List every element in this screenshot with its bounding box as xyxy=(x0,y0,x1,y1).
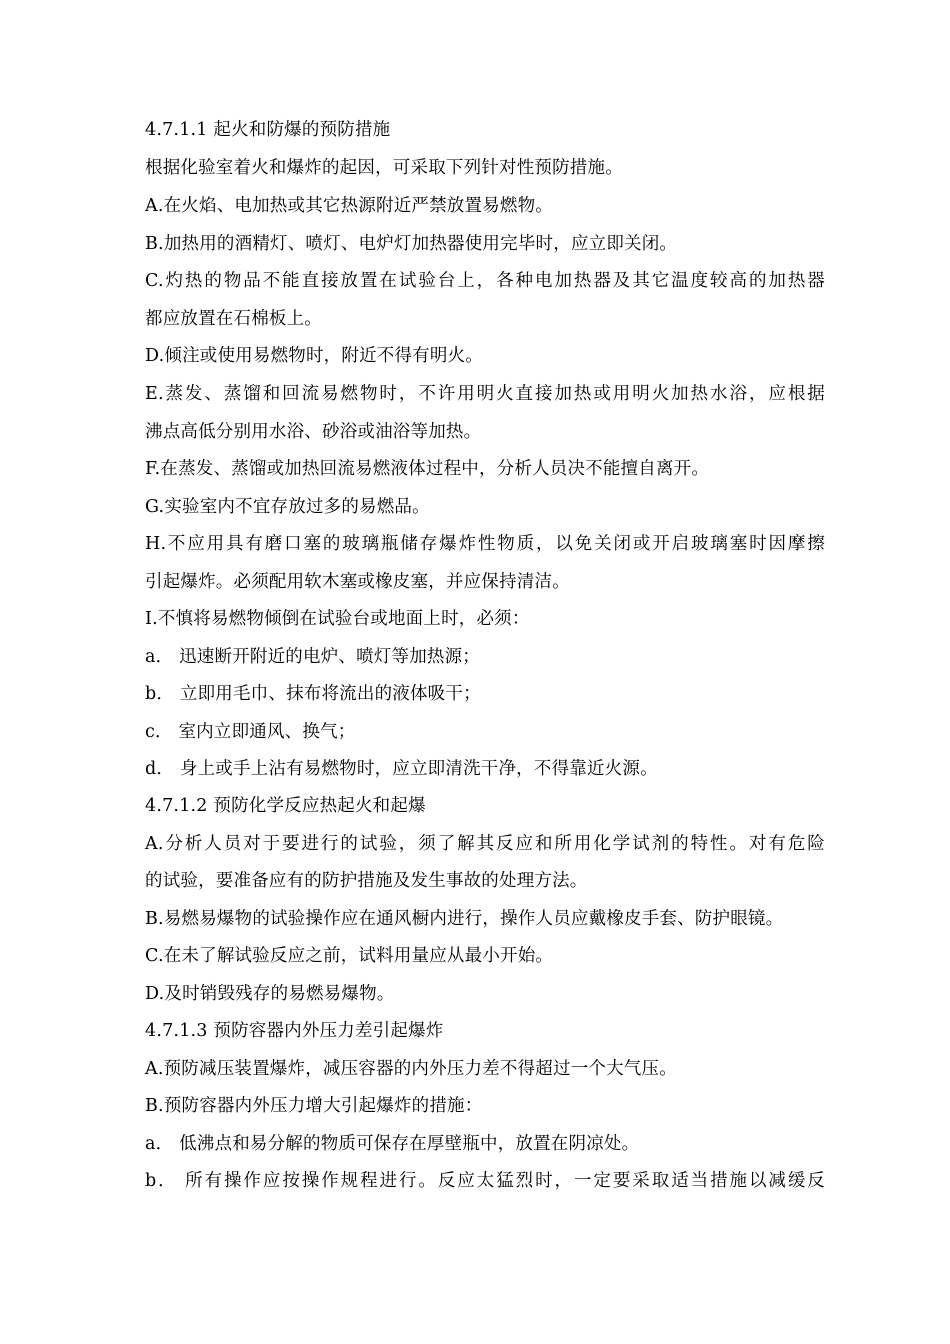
measure-g: G.实验室内不宜存放过多的易燃品。 xyxy=(145,497,430,517)
pressure-sub-item-b: b． 所有操作应按操作规程进行。反应太猛烈时，一定要采取适当措施以减缓反 xyxy=(145,1171,825,1191)
intro-paragraph: 根据化验室着火和爆炸的起因，可采取下列针对性预防措施。 xyxy=(145,158,623,178)
measure-b: B.加热用的酒精灯、喷灯、电炉灯加热器使用完毕时，应立即关闭。 xyxy=(145,234,678,254)
measure-c-line-2: 都应放置在石棉板上。 xyxy=(145,309,322,329)
measure-c-line-1: C.灼热的物品不能直接放置在试验台上，各种电加热器及其它温度较高的加热器 xyxy=(145,271,825,291)
section-heading-4-7-1-2: 4.7.1.2 预防化学反应热起火和起爆 xyxy=(145,796,426,816)
sub-item-b: b． 立即用毛巾、抹布将流出的液体吸干； xyxy=(145,684,481,704)
reaction-d: D.及时销毁残存的易燃易爆物。 xyxy=(145,984,395,1004)
section-heading-4-7-1-3: 4.7.1.3 预防容器内外压力差引起爆炸 xyxy=(145,1021,444,1041)
pressure-sub-item-a: a． 低沸点和易分解的物质可保存在厚壁瓶中，放置在阴凉处。 xyxy=(145,1134,640,1154)
pressure-b: B.预防容器内外压力增大引起爆炸的措施： xyxy=(145,1096,483,1116)
measure-a: A.在火焰、电加热或其它热源附近严禁放置易燃物。 xyxy=(145,196,553,216)
measure-h-line-2: 引起爆炸。必须配用软木塞或橡皮塞，并应保持清洁。 xyxy=(145,572,570,592)
section-heading-4-7-1-1: 4.7.1.1 起火和防爆的预防措施 xyxy=(145,120,391,140)
reaction-b: B.易燃易爆物的试验操作应在通风橱内进行，操作人员应戴橡皮手套、防护眼镜。 xyxy=(145,909,784,929)
measure-e-line-1: E.蒸发、蒸馏和回流易燃物时，不许用明火直接加热或用明火加热水浴，应根据 xyxy=(145,384,825,404)
measure-f: F.在蒸发、蒸馏或加热回流易燃液体过程中，分析人员决不能擅自离开。 xyxy=(145,459,710,479)
measure-h-line-1: H.不应用具有磨口塞的玻璃瓶储存爆炸性物质，以免关闭或开启玻璃塞时因摩擦 xyxy=(145,534,825,554)
measure-d: D.倾注或使用易燃物时，附近不得有明火。 xyxy=(145,346,483,366)
measure-i: I.不慎将易燃物倾倒在试验台或地面上时，必须： xyxy=(145,609,530,629)
reaction-a-line-1: A.分析人员对于要进行的试验，须了解其反应和所用化学试剂的特性。对有危险 xyxy=(145,834,825,854)
sub-item-c: c． 室内立即通风、换气； xyxy=(145,722,356,742)
pressure-a: A.预防减压装置爆炸，减压容器的内外压力差不得超过一个大气压。 xyxy=(145,1059,677,1079)
reaction-c: C.在未了解试验反应之前，试料用量应从最小开始。 xyxy=(145,946,554,966)
sub-item-d: d． 身上或手上沾有易燃物时，应立即清洗干净，不得靠近火源。 xyxy=(145,759,658,779)
measure-e-line-2: 沸点高低分别用水浴、砂浴或油浴等加热。 xyxy=(145,422,482,442)
reaction-a-line-2: 的试验，要准备应有的防护措施及发生事故的处理方法。 xyxy=(145,871,588,891)
sub-item-a: a． 迅速断开附近的电炉、喷灯等加热源； xyxy=(145,647,480,667)
